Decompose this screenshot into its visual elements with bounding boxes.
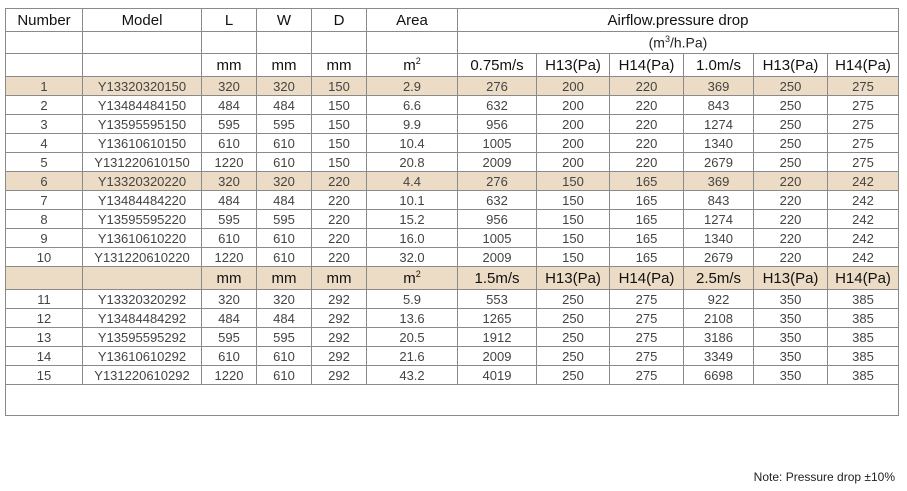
row-cell: 275 (610, 347, 684, 366)
row-cell: 292 (312, 328, 367, 347)
row-number: 6 (6, 172, 83, 191)
row-cell: 4.4 (367, 172, 458, 191)
unit-c5: H13(Pa) (754, 54, 828, 77)
row-cell: 220 (312, 210, 367, 229)
row-cell: 275 (828, 77, 899, 96)
table-row (6, 328, 899, 347)
table-row (6, 229, 899, 248)
header-number: Number (6, 9, 83, 32)
row-cell: 220 (610, 77, 684, 96)
row-cell: 150 (537, 172, 610, 191)
row-cell: 242 (828, 172, 899, 191)
row-cell: 610 (257, 248, 312, 267)
row-model: Y13595595220 (83, 210, 202, 229)
row-model: Y13320320150 (83, 77, 202, 96)
unit-c3: H14(Pa) (610, 54, 684, 77)
row-cell: 1340 (684, 134, 754, 153)
row-cell: 200 (537, 77, 610, 96)
unit-c2: H13(Pa) (537, 54, 610, 77)
row-cell: 165 (610, 210, 684, 229)
row-number: 15 (6, 366, 83, 385)
row-cell: 165 (610, 172, 684, 191)
row-cell: 320 (257, 77, 312, 96)
row-cell: 165 (610, 191, 684, 210)
row-cell: 13.6 (367, 309, 458, 328)
table-row (6, 309, 899, 328)
row-cell: 10.1 (367, 191, 458, 210)
table-row (6, 77, 899, 96)
row-cell: 275 (828, 115, 899, 134)
row-cell: 385 (828, 347, 899, 366)
row-cell: 250 (754, 134, 828, 153)
header-airflow: Airflow.pressure drop (458, 9, 899, 32)
row-cell: 1265 (458, 309, 537, 328)
row-cell: 15.2 (367, 210, 458, 229)
row-number: 9 (6, 229, 83, 248)
row-cell: 385 (828, 328, 899, 347)
unit2-d: mm (312, 267, 367, 290)
table-row (6, 210, 899, 229)
row-cell: 250 (537, 309, 610, 328)
row-cell: 843 (684, 191, 754, 210)
table-row (6, 172, 899, 191)
row-cell: 484 (257, 191, 312, 210)
unit-c6: H14(Pa) (828, 54, 899, 77)
row-cell: 1005 (458, 134, 537, 153)
row-model: Y13320320292 (83, 290, 202, 309)
unit-area (367, 54, 458, 77)
row-cell: 250 (537, 328, 610, 347)
row-cell: 275 (828, 96, 899, 115)
row-number: 12 (6, 309, 83, 328)
row-cell: 350 (754, 366, 828, 385)
row-model: Y13595595292 (83, 328, 202, 347)
row-cell: 220 (312, 229, 367, 248)
row-cell: 956 (458, 210, 537, 229)
row-model: Y13610610292 (83, 347, 202, 366)
header-l: L (202, 9, 257, 32)
unit2-w: mm (257, 267, 312, 290)
row-cell: 250 (754, 96, 828, 115)
row-cell: 250 (537, 290, 610, 309)
row-cell: 6.6 (367, 96, 458, 115)
header-w: W (257, 9, 312, 32)
row-number: 14 (6, 347, 83, 366)
row-number: 1 (6, 77, 83, 96)
row-cell: 350 (754, 309, 828, 328)
row-cell: 276 (458, 172, 537, 191)
row-cell: 150 (312, 115, 367, 134)
table-row (6, 115, 899, 134)
unit-l: mm (202, 54, 257, 77)
unit2-area-sup: 2 (415, 269, 421, 279)
row-model: Y13610610220 (83, 229, 202, 248)
row-cell: 610 (257, 134, 312, 153)
table-row (6, 290, 899, 309)
row-cell: 484 (202, 191, 257, 210)
table-row (6, 248, 899, 267)
row-cell: 5.9 (367, 290, 458, 309)
row-model: Y13484484150 (83, 96, 202, 115)
row-number: 4 (6, 134, 83, 153)
unit2-area (367, 267, 458, 290)
row-cell: 595 (257, 115, 312, 134)
row-cell: 1005 (458, 229, 537, 248)
unit-area-sup: 2 (415, 56, 421, 66)
row-cell: 150 (537, 191, 610, 210)
row-cell: 843 (684, 96, 754, 115)
unit2-l: mm (202, 267, 257, 290)
row-cell: 275 (610, 366, 684, 385)
row-cell: 610 (202, 134, 257, 153)
row-cell: 610 (202, 347, 257, 366)
airflow-unit-post: /h.Pa) (669, 34, 708, 51)
row-cell: 220 (610, 115, 684, 134)
row-cell: 2679 (684, 248, 754, 267)
unit-area-base: m (403, 57, 416, 74)
row-cell: 3186 (684, 328, 754, 347)
row-cell: 610 (257, 229, 312, 248)
row-cell: 320 (257, 290, 312, 309)
row-cell: 595 (202, 328, 257, 347)
row-cell: 320 (257, 172, 312, 191)
row-cell: 320 (202, 290, 257, 309)
unit2-c3: H14(Pa) (610, 267, 684, 290)
row-cell: 10.4 (367, 134, 458, 153)
table-row (6, 366, 899, 385)
row-cell: 150 (537, 210, 610, 229)
row-cell: 632 (458, 191, 537, 210)
row-cell: 2108 (684, 309, 754, 328)
row-cell: 250 (754, 115, 828, 134)
row-cell: 385 (828, 309, 899, 328)
row-cell: 595 (257, 210, 312, 229)
table-row (6, 96, 899, 115)
row-cell: 275 (610, 309, 684, 328)
header-area: Area (367, 9, 458, 32)
spec-table (5, 8, 899, 416)
row-cell: 275 (610, 290, 684, 309)
row-cell: 20.5 (367, 328, 458, 347)
table-row (6, 134, 899, 153)
row-cell: 1912 (458, 328, 537, 347)
row-cell: 595 (202, 210, 257, 229)
row-cell: 242 (828, 191, 899, 210)
airflow-unit-pre: (m (648, 34, 665, 51)
row-cell: 350 (754, 347, 828, 366)
row-cell: 242 (828, 210, 899, 229)
row-model: Y13595595150 (83, 115, 202, 134)
row-number: 8 (6, 210, 83, 229)
row-cell: 553 (458, 290, 537, 309)
row-cell: 385 (828, 290, 899, 309)
header-airflow-unit (458, 32, 899, 54)
units-row-1 (6, 54, 899, 77)
row-number: 5 (6, 153, 83, 172)
row-cell: 165 (610, 229, 684, 248)
row-cell: 200 (537, 96, 610, 115)
row-model: Y13484484220 (83, 191, 202, 210)
unit-c1: 0.75m/s (458, 54, 537, 77)
row-cell: 292 (312, 309, 367, 328)
row-cell: 220 (312, 248, 367, 267)
row-cell: 200 (537, 115, 610, 134)
row-cell: 350 (754, 290, 828, 309)
row-cell: 9.9 (367, 115, 458, 134)
row-model: Y131220610150 (83, 153, 202, 172)
row-cell: 369 (684, 172, 754, 191)
row-cell: 1274 (684, 115, 754, 134)
row-cell: 220 (312, 191, 367, 210)
row-cell: 922 (684, 290, 754, 309)
row-cell: 165 (610, 248, 684, 267)
table-row (6, 153, 899, 172)
blank-row (6, 385, 899, 416)
row-cell: 1274 (684, 210, 754, 229)
row-cell: 250 (754, 153, 828, 172)
unit-w: mm (257, 54, 312, 77)
row-model: Y13610610150 (83, 134, 202, 153)
row-model: Y13320320220 (83, 172, 202, 191)
row-cell: 484 (202, 96, 257, 115)
row-cell: 275 (828, 134, 899, 153)
row-cell: 220 (610, 96, 684, 115)
row-cell: 21.6 (367, 347, 458, 366)
row-cell: 220 (754, 191, 828, 210)
unit2-c6: H14(Pa) (828, 267, 899, 290)
row-cell: 956 (458, 115, 537, 134)
row-cell: 484 (257, 309, 312, 328)
row-cell: 632 (458, 96, 537, 115)
row-cell: 610 (257, 366, 312, 385)
row-cell: 250 (754, 77, 828, 96)
row-cell: 2009 (458, 347, 537, 366)
row-cell: 242 (828, 248, 899, 267)
row-cell: 1220 (202, 153, 257, 172)
row-cell: 292 (312, 366, 367, 385)
row-cell: 32.0 (367, 248, 458, 267)
row-cell: 2679 (684, 153, 754, 172)
row-number: 10 (6, 248, 83, 267)
row-cell: 610 (257, 153, 312, 172)
row-number: 11 (6, 290, 83, 309)
row-cell: 43.2 (367, 366, 458, 385)
row-cell: 242 (828, 229, 899, 248)
row-cell: 292 (312, 290, 367, 309)
row-number: 13 (6, 328, 83, 347)
pressure-drop-note: Note: Pressure drop ±10% (753, 470, 895, 484)
row-cell: 369 (684, 77, 754, 96)
row-cell: 320 (202, 77, 257, 96)
unit2-c2: H13(Pa) (537, 267, 610, 290)
row-cell: 150 (312, 77, 367, 96)
header-model: Model (83, 9, 202, 32)
row-cell: 610 (202, 229, 257, 248)
row-cell: 4019 (458, 366, 537, 385)
row-cell: 220 (754, 172, 828, 191)
header-subrow (6, 32, 899, 54)
row-cell: 275 (610, 328, 684, 347)
row-cell: 150 (537, 229, 610, 248)
row-cell: 595 (202, 115, 257, 134)
row-cell: 200 (537, 153, 610, 172)
row-cell: 276 (458, 77, 537, 96)
row-cell: 250 (537, 366, 610, 385)
unit-d: mm (312, 54, 367, 77)
row-cell: 385 (828, 366, 899, 385)
row-number: 2 (6, 96, 83, 115)
header-d: D (312, 9, 367, 32)
row-cell: 20.8 (367, 153, 458, 172)
unit2-c1: 1.5m/s (458, 267, 537, 290)
row-cell: 2009 (458, 248, 537, 267)
header-row (6, 9, 899, 32)
row-cell: 220 (312, 172, 367, 191)
unit2-area-base: m (403, 270, 416, 287)
row-cell: 595 (257, 328, 312, 347)
units-row-2 (6, 267, 899, 290)
row-cell: 220 (754, 248, 828, 267)
row-cell: 2009 (458, 153, 537, 172)
row-cell: 350 (754, 328, 828, 347)
row-cell: 320 (202, 172, 257, 191)
row-cell: 1220 (202, 366, 257, 385)
row-cell: 1220 (202, 248, 257, 267)
row-cell: 250 (537, 347, 610, 366)
row-model: Y131220610220 (83, 248, 202, 267)
row-cell: 610 (257, 347, 312, 366)
row-model: Y13484484292 (83, 309, 202, 328)
airflow-unit-sup: 3 (664, 34, 670, 45)
row-cell: 2.9 (367, 77, 458, 96)
unit2-c5: H13(Pa) (754, 267, 828, 290)
row-cell: 1340 (684, 229, 754, 248)
row-cell: 150 (312, 134, 367, 153)
row-cell: 220 (754, 210, 828, 229)
row-model: Y131220610292 (83, 366, 202, 385)
unit-c4: 1.0m/s (684, 54, 754, 77)
row-cell: 220 (754, 229, 828, 248)
row-cell: 220 (610, 153, 684, 172)
row-cell: 200 (537, 134, 610, 153)
row-number: 7 (6, 191, 83, 210)
row-number: 3 (6, 115, 83, 134)
row-cell: 6698 (684, 366, 754, 385)
unit2-c4: 2.5m/s (684, 267, 754, 290)
spec-table-container (5, 8, 899, 416)
row-cell: 16.0 (367, 229, 458, 248)
row-cell: 484 (257, 96, 312, 115)
row-cell: 150 (312, 153, 367, 172)
row-cell: 484 (202, 309, 257, 328)
row-cell: 220 (610, 134, 684, 153)
row-cell: 150 (537, 248, 610, 267)
table-row (6, 347, 899, 366)
row-cell: 275 (828, 153, 899, 172)
table-row (6, 191, 899, 210)
row-cell: 150 (312, 96, 367, 115)
row-cell: 292 (312, 347, 367, 366)
row-cell: 3349 (684, 347, 754, 366)
